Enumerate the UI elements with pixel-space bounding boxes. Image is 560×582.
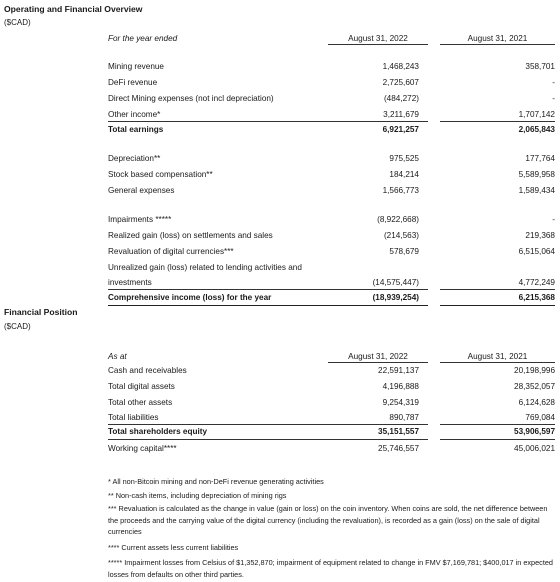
row-value-2022-depreciation: 975,525 — [389, 154, 419, 163]
row-label-total-earnings: Total earnings — [108, 125, 164, 134]
row-value-2021-cash-and-receivables: 20,198,996 — [514, 366, 555, 375]
row-label-revaluation-digital-currencies: Revaluation of digital currencies*** — [108, 247, 234, 256]
row-label-stock-based-compensation: Stock based compensation** — [108, 170, 213, 179]
row-value-2021-total-shareholders-equity: 53,906,597 — [514, 427, 555, 436]
row-label-total-liabilities: Total liabilities — [108, 413, 159, 422]
row-value-2022-general-expenses: 1,566,773 — [382, 186, 419, 195]
rule-below-comprehensive-income-2021 — [440, 305, 555, 306]
column-header-position-2021: August 31, 2021 — [440, 352, 555, 363]
row-value-2022-total-earnings: 6,921,257 — [382, 125, 419, 134]
row-value-2022-other-income: 3,211,679 — [383, 110, 419, 119]
row-value-2021-impairments: - — [552, 215, 555, 224]
rule-below-shareholders-equity — [108, 439, 428, 440]
row-value-2022-revaluation-digital-currencies: 578,679 — [389, 247, 419, 256]
row-value-2021-depreciation: 177,764 — [525, 154, 555, 163]
row-value-2022-cash-and-receivables: 22,591,137 — [378, 366, 419, 375]
row-label-defi-revenue: DeFi revenue — [108, 78, 158, 87]
footnote-4: **** Current assets less current liabilities — [108, 543, 239, 552]
row-value-2021-revaluation-digital-currencies: 6,515,064 — [518, 247, 555, 256]
row-value-2021-other-income: 1,707,142 — [518, 110, 555, 119]
row-value-2021-working-capital: 45,006,021 — [514, 444, 555, 453]
row-value-2021-comprehensive-income: 6,215,368 — [518, 293, 555, 302]
footnote-2: ** Non-cash items, including depreciation of mining rigs — [108, 491, 287, 500]
rule-below-comprehensive-income — [108, 305, 428, 306]
row-value-2022-unrealized-gain-loss: (14,575,447) — [372, 278, 419, 287]
column-header-position-2022: August 31, 2022 — [328, 352, 428, 363]
row-value-2022-realized-gain-loss: (214,563) — [383, 231, 419, 240]
row-label-mining-revenue: Mining revenue — [108, 62, 164, 71]
footnote-3: *** Revaluation is calculated as the change in value (gain or loss) on the coin inventory. When coins are sold, the net difference between the proceeds and the carrying value of the digital currency (including the revaluation), is recorded as a gain (loss) on the sale of digital currencies — [108, 504, 548, 536]
rule-above-total-earnings-2021 — [440, 121, 555, 122]
row-label-cash-and-receivables: Cash and receivables — [108, 366, 187, 375]
currency-label-position: ($CAD) — [4, 322, 31, 331]
row-value-2021-total-earnings: 2,065,843 — [518, 125, 555, 134]
currency-label-operating: ($CAD) — [4, 18, 31, 27]
row-value-2021-defi-revenue: - — [552, 78, 555, 87]
row-label-direct-mining-expenses: Direct Mining expenses (not incl depreciation) — [108, 94, 274, 103]
row-label-impairments: Impairments ***** — [108, 215, 172, 224]
row-value-2022-direct-mining-expenses: (484,272) — [383, 94, 419, 103]
row-value-2022-defi-revenue: 2,725,607 — [382, 78, 419, 87]
row-value-2021-realized-gain-loss: 219,368 — [525, 231, 555, 240]
row-value-2021-general-expenses: 1,589,434 — [518, 186, 555, 195]
row-value-2022-mining-revenue: 1,468,243 — [382, 62, 419, 71]
rule-above-comprehensive-income — [108, 289, 428, 290]
row-label-total-shareholders-equity: Total shareholders equity — [108, 427, 208, 436]
row-label-depreciation: Depreciation** — [108, 154, 161, 163]
rule-above-comprehensive-income-2021 — [440, 289, 555, 290]
row-value-2021-unrealized-gain-loss: 4,772,249 — [518, 278, 555, 287]
row-label-realized-gain-loss: Realized gain (loss) on settlements and sales — [108, 231, 273, 240]
row-label-general-expenses: General expenses — [108, 186, 175, 195]
row-label-total-other-assets: Total other assets — [108, 398, 173, 407]
row-label-other-income: Other income* — [108, 110, 161, 119]
row-value-2022-stock-based-compensation: 184,214 — [389, 170, 419, 179]
rule-above-shareholders-equity-2021 — [440, 424, 555, 425]
footnote-1: * All non-Bitcoin mining and non-DeFi revenue generating activities — [108, 477, 324, 486]
row-value-2021-total-liabilities: 769,084 — [525, 413, 555, 422]
period-label-position: As at — [108, 352, 127, 361]
row-value-2021-total-digital-assets: 28,352,057 — [514, 382, 555, 391]
row-value-2021-direct-mining-expenses: - — [552, 94, 555, 103]
row-value-2022-comprehensive-income: (18,939,254) — [372, 293, 419, 302]
row-value-2022-impairments: (8,922,668) — [377, 215, 419, 224]
row-label-total-digital-assets: Total digital assets — [108, 382, 175, 391]
row-label-unrealized-gain-loss-line1: Unrealized gain (loss) related to lending activities and — [108, 263, 302, 272]
rule-above-shareholders-equity — [108, 424, 428, 425]
row-value-2022-total-liabilities: 890,787 — [389, 413, 419, 422]
column-header-2022: August 31, 2022 — [328, 34, 428, 45]
section-title-operating: Operating and Financial Overview — [4, 4, 143, 14]
rule-above-total-earnings — [108, 121, 428, 122]
rule-below-shareholders-equity-2021 — [440, 439, 555, 440]
row-label-comprehensive-income: Comprehensive income (loss) for the year — [108, 293, 272, 302]
period-label-operating: For the year ended — [108, 34, 178, 43]
row-label-working-capital: Working capital**** — [108, 444, 177, 453]
row-value-2021-total-other-assets: 6,124,628 — [518, 398, 555, 407]
row-value-2022-working-capital: 25,746,557 — [378, 444, 419, 453]
column-header-2021: August 31, 2021 — [440, 34, 555, 45]
row-value-2022-total-other-assets: 9,254,319 — [382, 398, 419, 407]
row-label-unrealized-gain-loss-line2: investments — [108, 278, 152, 287]
row-value-2022-total-digital-assets: 4,196,888 — [382, 382, 419, 391]
row-value-2021-mining-revenue: 358,701 — [525, 62, 555, 71]
row-value-2022-total-shareholders-equity: 35,151,557 — [378, 427, 419, 436]
section-title-position: Financial Position — [4, 307, 78, 317]
row-value-2021-stock-based-compensation: 5,589,958 — [518, 170, 555, 179]
footnote-5: ***** Impairment losses from Celsius of $1,352,870; impairment of equipment related to change in FMV $7,169,781; $400,017 in expected losses from defaults on other third parties. — [108, 558, 553, 579]
